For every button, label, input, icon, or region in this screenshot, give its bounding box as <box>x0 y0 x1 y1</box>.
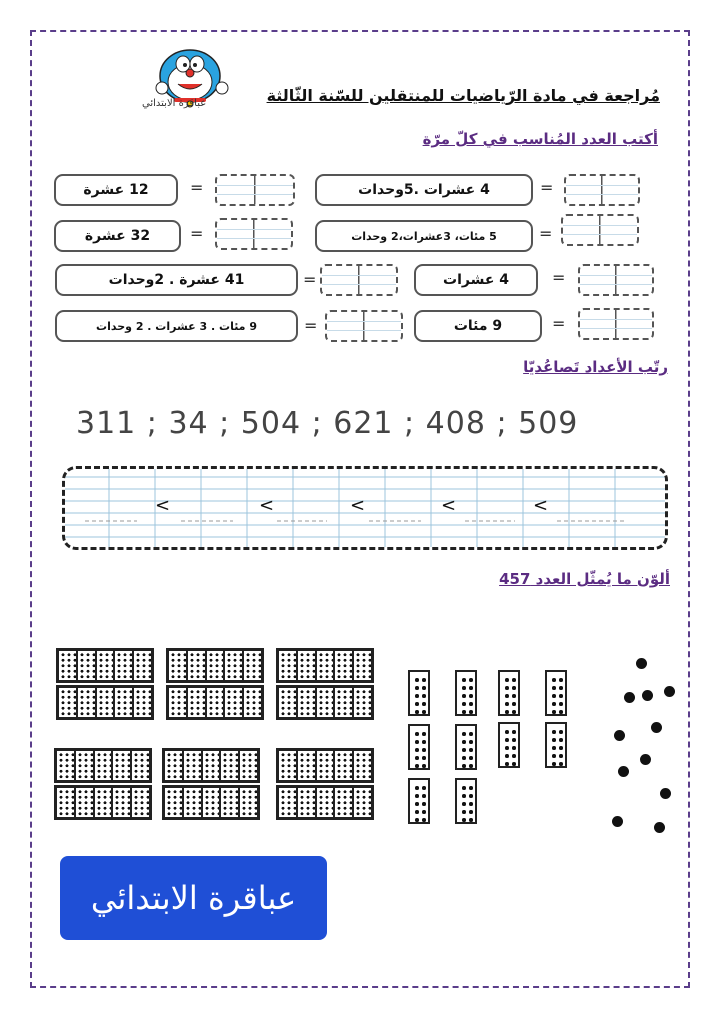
equals-sign: = <box>539 224 553 243</box>
question-pill: 41 عشرة . 2وحدات <box>55 264 298 296</box>
ten-rod[interactable] <box>455 724 477 770</box>
question-pill: 4 عشرات <box>414 264 538 296</box>
brand-banner: عباقرة الابتدائي <box>60 856 327 940</box>
answer-box[interactable] <box>325 310 403 342</box>
hundred-flat[interactable] <box>162 785 260 820</box>
answer-box[interactable] <box>215 174 295 206</box>
ten-rod[interactable] <box>545 722 567 768</box>
question-pill: 4 عشرات .5وحدات <box>315 174 533 206</box>
equals-sign: = <box>304 316 318 335</box>
answer-box[interactable] <box>564 174 640 206</box>
page-title: مُراجعة في مادة الرّياضيات للمنتقلين للسّنة الثّالثة <box>266 86 660 105</box>
ten-rod[interactable] <box>455 670 477 716</box>
ten-rod[interactable] <box>408 670 430 716</box>
hundred-flat[interactable] <box>276 785 374 820</box>
ordering-box[interactable] <box>62 466 668 550</box>
less-than-symbol: < <box>441 495 457 516</box>
less-than-symbol: < <box>155 495 171 516</box>
ten-rod[interactable] <box>545 670 567 716</box>
logo-text: عباقرة الابتدائي <box>142 98 207 109</box>
equals-sign: = <box>190 224 204 243</box>
less-than-symbol: < <box>259 495 275 516</box>
hundred-flat[interactable] <box>166 648 264 683</box>
ten-rod[interactable] <box>408 778 430 824</box>
unit-dot[interactable] <box>664 686 675 697</box>
equals-sign: = <box>552 314 566 333</box>
question-pill: 9 مئات <box>414 310 542 342</box>
section3-heading: ألوّن ما يُمثّل العدد 457 <box>499 570 670 588</box>
unit-dot[interactable] <box>640 754 651 765</box>
unit-dot[interactable] <box>614 730 625 741</box>
equals-sign: = <box>540 178 554 197</box>
unit-dot[interactable] <box>636 658 647 669</box>
unit-dot[interactable] <box>660 788 671 799</box>
unit-dot[interactable] <box>642 690 653 701</box>
unit-dot[interactable] <box>651 722 662 733</box>
ten-rod[interactable] <box>498 670 520 716</box>
hundred-flat[interactable] <box>166 685 264 720</box>
hundred-flat[interactable] <box>56 685 154 720</box>
question-pill: 9 مئات . 3 عشرات . 2 وحدات <box>55 310 298 342</box>
unit-dot[interactable] <box>612 816 623 827</box>
ten-rod[interactable] <box>498 722 520 768</box>
equals-sign: = <box>303 270 317 289</box>
unit-dot[interactable] <box>618 766 629 777</box>
answer-box[interactable] <box>561 214 639 246</box>
unit-dot[interactable] <box>624 692 635 703</box>
hundred-flat[interactable] <box>162 748 260 783</box>
equals-sign: = <box>552 268 566 287</box>
section2-heading: رتّب الأعداد تَصاعُديّا <box>523 358 668 376</box>
ten-rod[interactable] <box>408 724 430 770</box>
section1-heading: أكتب العدد المُناسب في كلّ مرّة <box>422 130 658 148</box>
answer-box[interactable] <box>578 308 654 340</box>
question-pill: 12 عشرة <box>54 174 178 206</box>
unit-dot[interactable] <box>654 822 665 833</box>
hundred-flat[interactable] <box>276 685 374 720</box>
question-pill: 32 عشرة <box>54 220 181 252</box>
answer-box[interactable] <box>578 264 654 296</box>
answer-box[interactable] <box>320 264 398 296</box>
answer-box[interactable] <box>215 218 293 250</box>
hundred-flat[interactable] <box>54 785 152 820</box>
equals-sign: = <box>190 178 204 197</box>
less-than-symbol: < <box>350 495 366 516</box>
question-pill: 5 مئات، 3عشرات،2 وحدات <box>315 220 533 252</box>
numbers-to-order: 311 ; 34 ; 504 ; 621 ; 408 ; 509 <box>76 406 579 441</box>
hundred-flat[interactable] <box>276 648 374 683</box>
ten-rod[interactable] <box>455 778 477 824</box>
hundred-flat[interactable] <box>276 748 374 783</box>
hundred-flat[interactable] <box>54 748 152 783</box>
hundred-flat[interactable] <box>56 648 154 683</box>
less-than-symbol: < <box>533 495 549 516</box>
